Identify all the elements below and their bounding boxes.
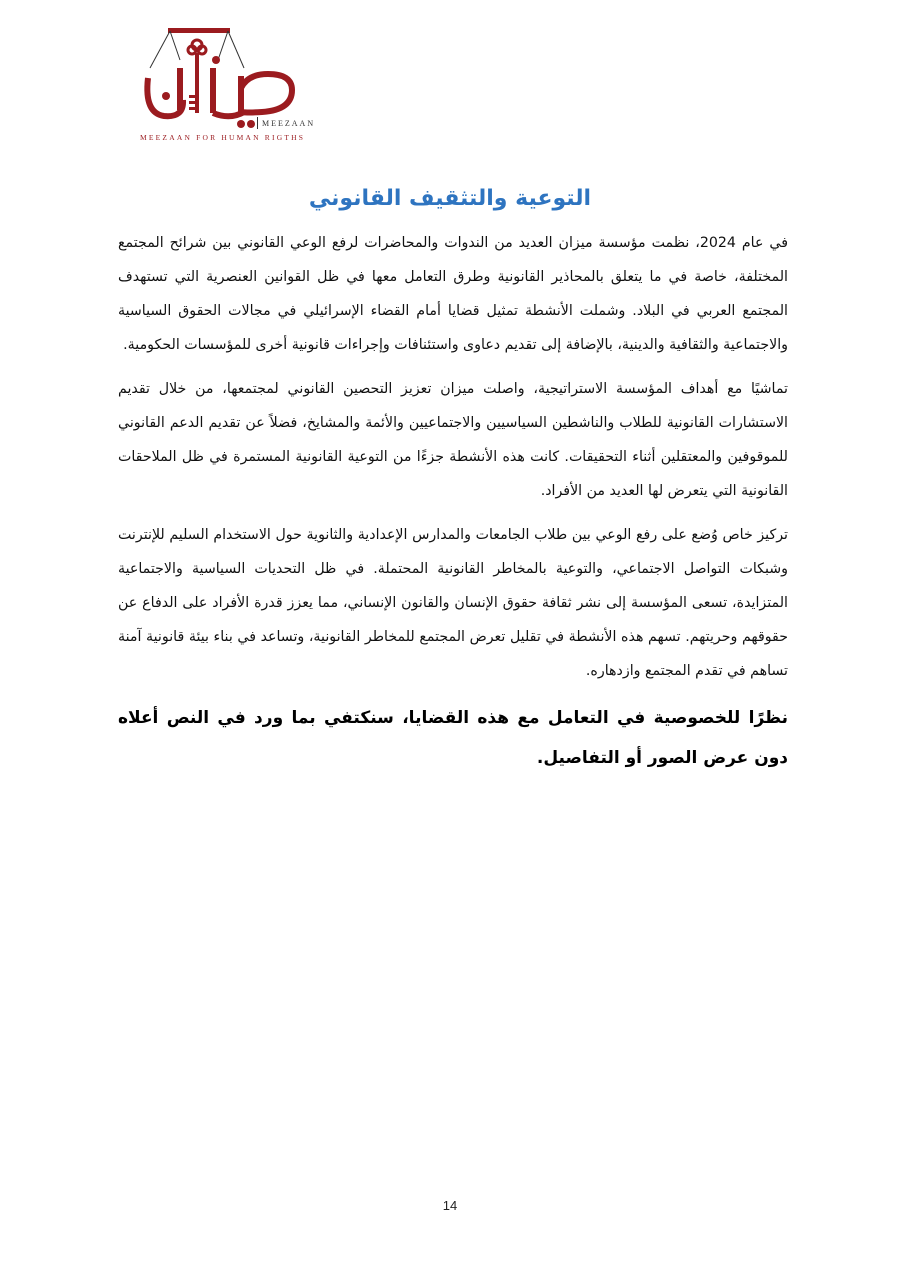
paragraph-1: في عام 2024، نظمت مؤسسة ميزان العديد من الندوات والمحاضرات لرفع الوعي القانوني بين شرائح المجتمع المختلفة، خاصة في ما يتعلق بالمحاذير القانونية وطرق التعامل معها في ظل القوانين العنصرية التي تستهدف المجتمع العربي في البلاد. وشملت الأنشطة تمثيل قضايا أمام القضاء الإسرائيلي في مجالات الحقوق السياسية والاجتماعية والثقافية والدينية، بالإضافة إلى تقديم دعاوى واستئنافات وإجراءات قانونية أخرى للمؤسسات الحكومية. [118,235,788,353]
logo-latin-wordmark: MEEZAAN [262,119,316,128]
page-number: 14 [442,1198,458,1213]
closing-note: نظرًا للخصوصية في التعامل مع هذه القضايا، سنكتفي بما ورد في النص أعلاه دون عرض الصور أو التفاصيل. [118,708,788,768]
page-title: التوعية والتثقيف القانوني [308,185,592,211]
scales-of-justice-key-icon [140,28,320,133]
paragraph-2: تماشيًا مع أهداف المؤسسة الاستراتيجية، واصلت ميزان تعزيز التحصين القانوني لمجتمعها، من خلال تقديم الاستشارات القانونية للطلاب والناشطين السياسيين والاجتماعيين والأئمة والمشايخ، فضلاً عن تقديم الدعم القانوني للموقوفين والمعتقلين أثناء التحقيقات. كانت هذه الأنشطة جزءًا من التوعية القانونية المستمرة في ظل الملاحقات القانونية التي يتعرض لها العديد من الأفراد. [118,381,788,499]
meezaan-logo [140,28,320,148]
paragraph-3: تركيز خاص وُضع على رفع الوعي بين طلاب الجامعات والمدارس الإعدادية والثانوية حول الاستخدام السليم للإنترنت وشبكات التواصل الاجتماعي، والتوعية بالمخاطر القانونية المحتملة. في ظل التحديات السياسية والاجتماعية المتزايدة، تسعى المؤسسة إلى نشر ثقافة حقوق الإنسان والقانون الإنساني، مما يعزز قدرة الأفراد على الدفاع عن حقوقهم وحريتهم. تسهم هذه الأنشطة في تقليل تعرض المجتمع للمخاطر القانونية، وتساعد في بناء بيئة قانونية آمنة تساهم في تقدم المجتمع وازدهاره. [118,527,788,679]
document-body [118,226,788,788]
logo-tagline: MEEZAAN FOR HUMAN RIGTHS [140,133,306,142]
